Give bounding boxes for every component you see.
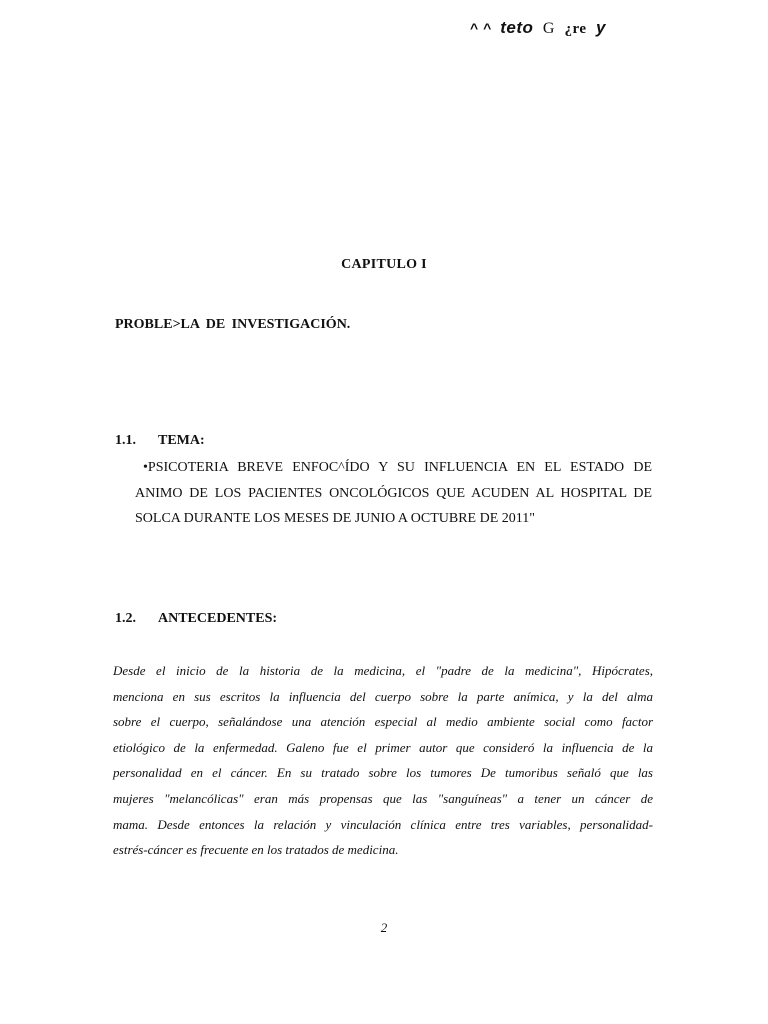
section-label: TEMA: (158, 433, 205, 448)
header-mark-part: G (542, 20, 555, 37)
section-number: 1.1. (115, 433, 136, 448)
antecedentes-line: personalidad en el cáncer. En su tratado sobre los tumores De tumoribus señaló que las (113, 765, 653, 781)
header-mark-part: ¿re (564, 21, 587, 37)
tema-line: ANIMO DE LOS PACIENTES ONCOLÓGICOS QUE ACUDEN AL HOSPITAL DE (135, 485, 652, 501)
section-number: 1.2. (115, 611, 136, 626)
antecedentes-line: mujeres "melancólicas" eran más propensas que las "sanguíneas" a tener un cáncer de (113, 790, 653, 806)
section-label: ANTECEDENTES: (158, 611, 278, 626)
chapter-title: CAPITULO I (341, 257, 427, 272)
section-heading-tema (115, 433, 205, 449)
tema-line: SOLCA DURANTE LOS MESES DE JUNIO A OCTUBRE DE 2011" (135, 511, 535, 526)
antecedentes-line: Desde el inicio de la historia de la medicina, el "padre de la medicina", Hipócrates, (113, 663, 653, 678)
antecedentes-line: etiológico de la enfermedad. Galeno fue el primer autor que consideró la influencia de la (113, 739, 653, 755)
tema-paragraph (135, 455, 652, 532)
antecedentes-line: mama. Desde entonces la relación y vinculación clínica entre tres variables, personalidad- (113, 816, 653, 832)
problem-heading: PROBLE>LA DE INVESTIGACIÓN. (115, 317, 351, 332)
antecedentes-line: sobre el cuerpo, señalándose una atención especial al medio ambiente social como factor (113, 714, 653, 730)
tema-line: •PSICOTERIA BREVE ENFOC^ÍDO Y SU INFLUENCIA EN EL ESTADO DE (143, 460, 652, 475)
header-mark-part: teto (500, 18, 534, 37)
section-heading-antecedentes (115, 611, 277, 627)
antecedentes-line: menciona en sus escritos la influencia del cuerpo sobre la parte anímica, y la del alma (113, 688, 653, 704)
antecedentes-paragraph (113, 658, 653, 863)
header-mark-part: ^ ^ (470, 20, 492, 36)
header-handwritten-mark (470, 18, 606, 38)
header-mark-part: y (596, 18, 606, 37)
antecedentes-line: estrés-cáncer es frecuente en los tratados de medicina. (113, 842, 399, 858)
page-number: 2 (380, 920, 388, 935)
